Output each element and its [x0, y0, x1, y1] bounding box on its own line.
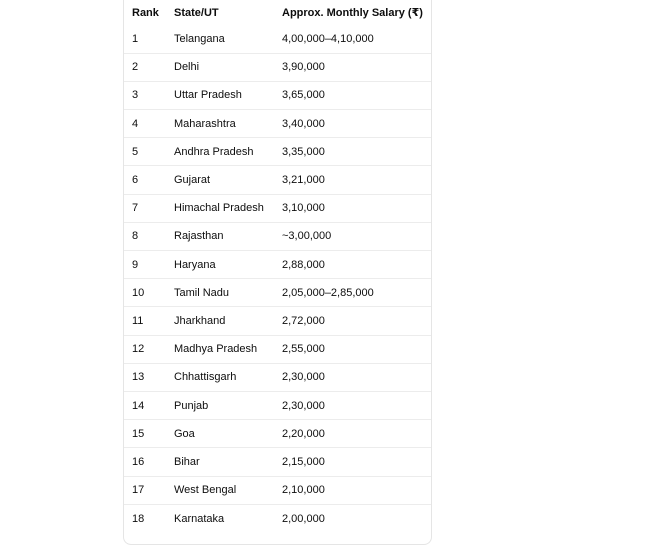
salary-cell: ~3,00,000	[282, 222, 431, 250]
salary-table	[124, 0, 431, 532]
salary-cell: 3,35,000	[282, 138, 431, 166]
salary-cell: 2,00,000	[282, 512, 325, 525]
state-cell: Madhya Pradesh	[174, 335, 282, 363]
rank-cell: 10	[124, 279, 174, 307]
salary-cell: 2,30,000	[282, 363, 431, 391]
rank-cell: 8	[124, 222, 174, 250]
table-row	[124, 420, 431, 448]
table-row	[124, 504, 431, 532]
rank-cell: 13	[124, 363, 174, 391]
rank-cell: 16	[124, 448, 174, 476]
rank-cell: 9	[124, 251, 174, 279]
state-cell: Delhi	[174, 53, 282, 81]
rank-cell: 1	[124, 25, 174, 53]
header-salary: Approx. Monthly Salary (₹)	[282, 7, 423, 19]
salary-cell: 4,00,000–4,10,000	[282, 25, 431, 53]
state-cell: Tamil Nadu	[174, 279, 282, 307]
table-row	[124, 251, 431, 279]
table-body	[124, 25, 431, 532]
table-row	[124, 138, 431, 166]
rank-cell: 2	[124, 53, 174, 81]
state-cell: Jharkhand	[174, 307, 282, 335]
rank-cell: 5	[124, 138, 174, 166]
salary-cell: 2,30,000	[282, 391, 431, 419]
state-cell: Telangana	[174, 25, 282, 53]
rank-cell: 4	[124, 110, 174, 138]
table-row	[124, 194, 431, 222]
state-cell: Punjab	[174, 391, 282, 419]
salary-table-container	[123, 0, 432, 545]
rank-cell: 15	[124, 420, 174, 448]
salary-cell: 3,40,000	[282, 110, 431, 138]
rank-cell: 7	[124, 194, 174, 222]
rank-cell: 6	[124, 166, 174, 194]
rank-cell: 14	[124, 391, 174, 419]
salary-cell: 3,65,000	[282, 81, 431, 109]
salary-cell: 2,72,000	[282, 307, 431, 335]
salary-cell: 3,90,000	[282, 53, 431, 81]
salary-cell: 2,05,000–2,85,000	[282, 279, 431, 307]
salary-cell: 3,21,000	[282, 166, 431, 194]
header-rank: Rank	[132, 6, 159, 19]
salary-cell: 2,20,000	[282, 420, 431, 448]
table-row	[124, 448, 431, 476]
table-row	[124, 335, 431, 363]
rank-cell: 17	[124, 476, 174, 504]
salary-cell: 2,88,000	[282, 251, 431, 279]
rank-cell: 18	[132, 512, 145, 525]
state-cell: Goa	[174, 420, 282, 448]
state-cell: Karnataka	[174, 512, 225, 525]
salary-cell: 2,15,000	[282, 448, 431, 476]
state-cell: Uttar Pradesh	[174, 81, 282, 109]
header-row	[124, 0, 431, 25]
state-cell: Bihar	[174, 448, 282, 476]
table-row	[124, 307, 431, 335]
state-cell: Haryana	[174, 251, 282, 279]
state-cell: Chhattisgarh	[174, 363, 282, 391]
salary-cell: 2,55,000	[282, 335, 431, 363]
table-row	[124, 222, 431, 250]
salary-cell: 2,10,000	[282, 476, 431, 504]
table-row	[124, 81, 431, 109]
table-row	[124, 279, 431, 307]
state-cell: West Bengal	[174, 476, 282, 504]
table-row	[124, 476, 431, 504]
state-cell: Maharashtra	[174, 110, 282, 138]
table-header	[124, 0, 431, 25]
salary-cell: 3,10,000	[282, 194, 431, 222]
rank-cell: 11	[124, 307, 174, 335]
state-cell: Gujarat	[174, 166, 282, 194]
rank-cell: 12	[124, 335, 174, 363]
table-row	[124, 25, 431, 53]
table-row	[124, 166, 431, 194]
state-cell: Andhra Pradesh	[174, 138, 282, 166]
state-cell: Rajasthan	[174, 222, 282, 250]
table-row	[124, 391, 431, 419]
table-row	[124, 363, 431, 391]
table-row	[124, 110, 431, 138]
table-row	[124, 53, 431, 81]
rank-cell: 3	[124, 81, 174, 109]
state-cell: Himachal Pradesh	[174, 194, 282, 222]
header-state: State/UT	[174, 6, 219, 19]
